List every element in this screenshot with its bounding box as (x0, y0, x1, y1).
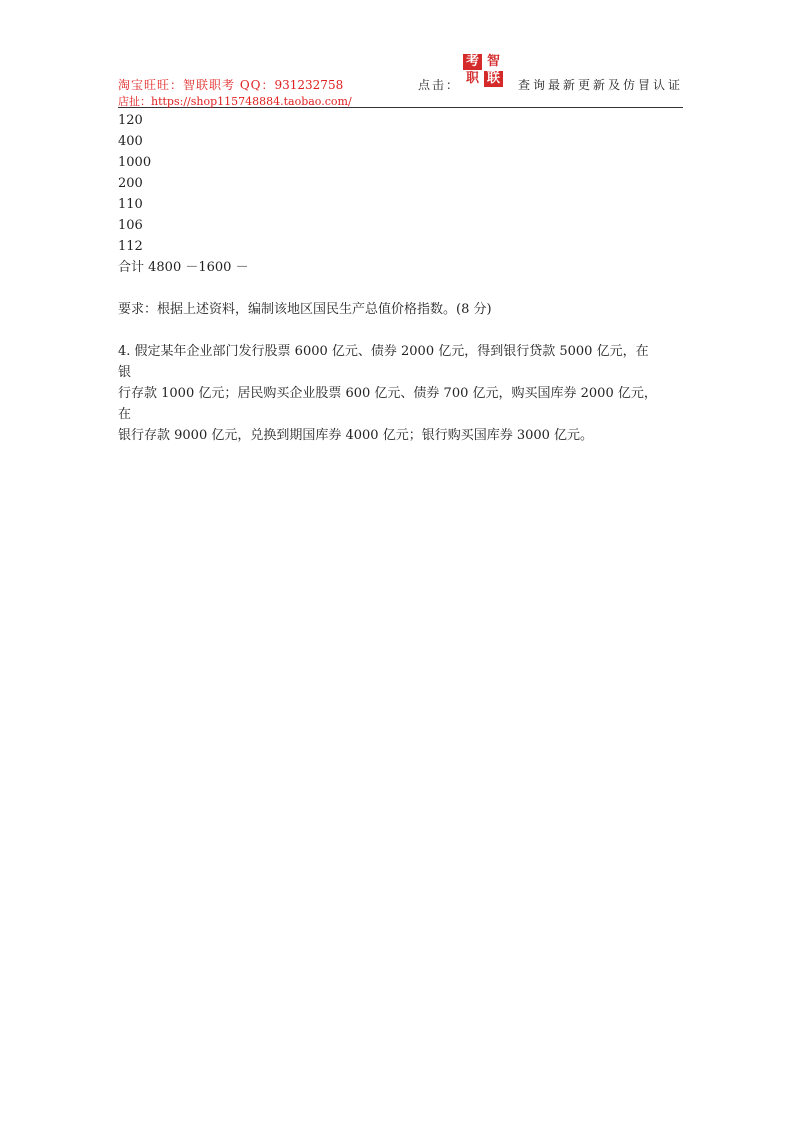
logo-char: 智 (484, 54, 503, 70)
problem-4 (118, 341, 688, 446)
table-value: 1000 (118, 155, 152, 170)
table-value: 112 (118, 239, 143, 254)
total-row: 合计 4800 －1600 － (118, 260, 249, 275)
zhilian-logo[interactable] (463, 54, 505, 88)
click-label: 点击： (418, 78, 461, 92)
table-value: 120 (118, 113, 143, 128)
page-header (118, 52, 683, 108)
logo-char: 联 (484, 71, 503, 87)
table-value: 106 (118, 218, 143, 233)
problem-line: 4. 假定某年企业部门发行股票 6000 亿元、债券 2000 亿元，得到银行贷款 5000 亿元，在 (118, 344, 649, 359)
shop-address-link[interactable]: 店扯：https://shop115748884.taobao.com/ (118, 95, 352, 108)
shop-label: 淘宝旺旺：智联职考 QQ： (118, 78, 275, 92)
shop-info (118, 76, 343, 93)
problem-line: 行存款 1000 亿元；居民购买企业股票 600 亿元、债券 700 亿元，购买国库券 2000 亿元， (118, 386, 657, 401)
qq-number: 931232758 (274, 78, 344, 92)
table-value: 110 (118, 197, 143, 212)
requirement-text: 要求：根据上述资料，编制该地区国民生产总值价格指数。(8 分) (118, 302, 492, 317)
table-value: 200 (118, 176, 143, 191)
document-body (118, 110, 688, 446)
table-value: 400 (118, 134, 143, 149)
verify-link[interactable]: 查询最新更新及仿冒认证 (518, 78, 684, 92)
problem-line: 银 (118, 365, 132, 380)
problem-line: 银行存款 9000 亿元，兑换到期国库券 4000 亿元；银行购买国库券 3000 亿元。 (118, 428, 594, 443)
problem-line: 在 (118, 407, 132, 422)
logo-char: 考 (463, 54, 482, 70)
logo-char: 职 (463, 71, 482, 87)
